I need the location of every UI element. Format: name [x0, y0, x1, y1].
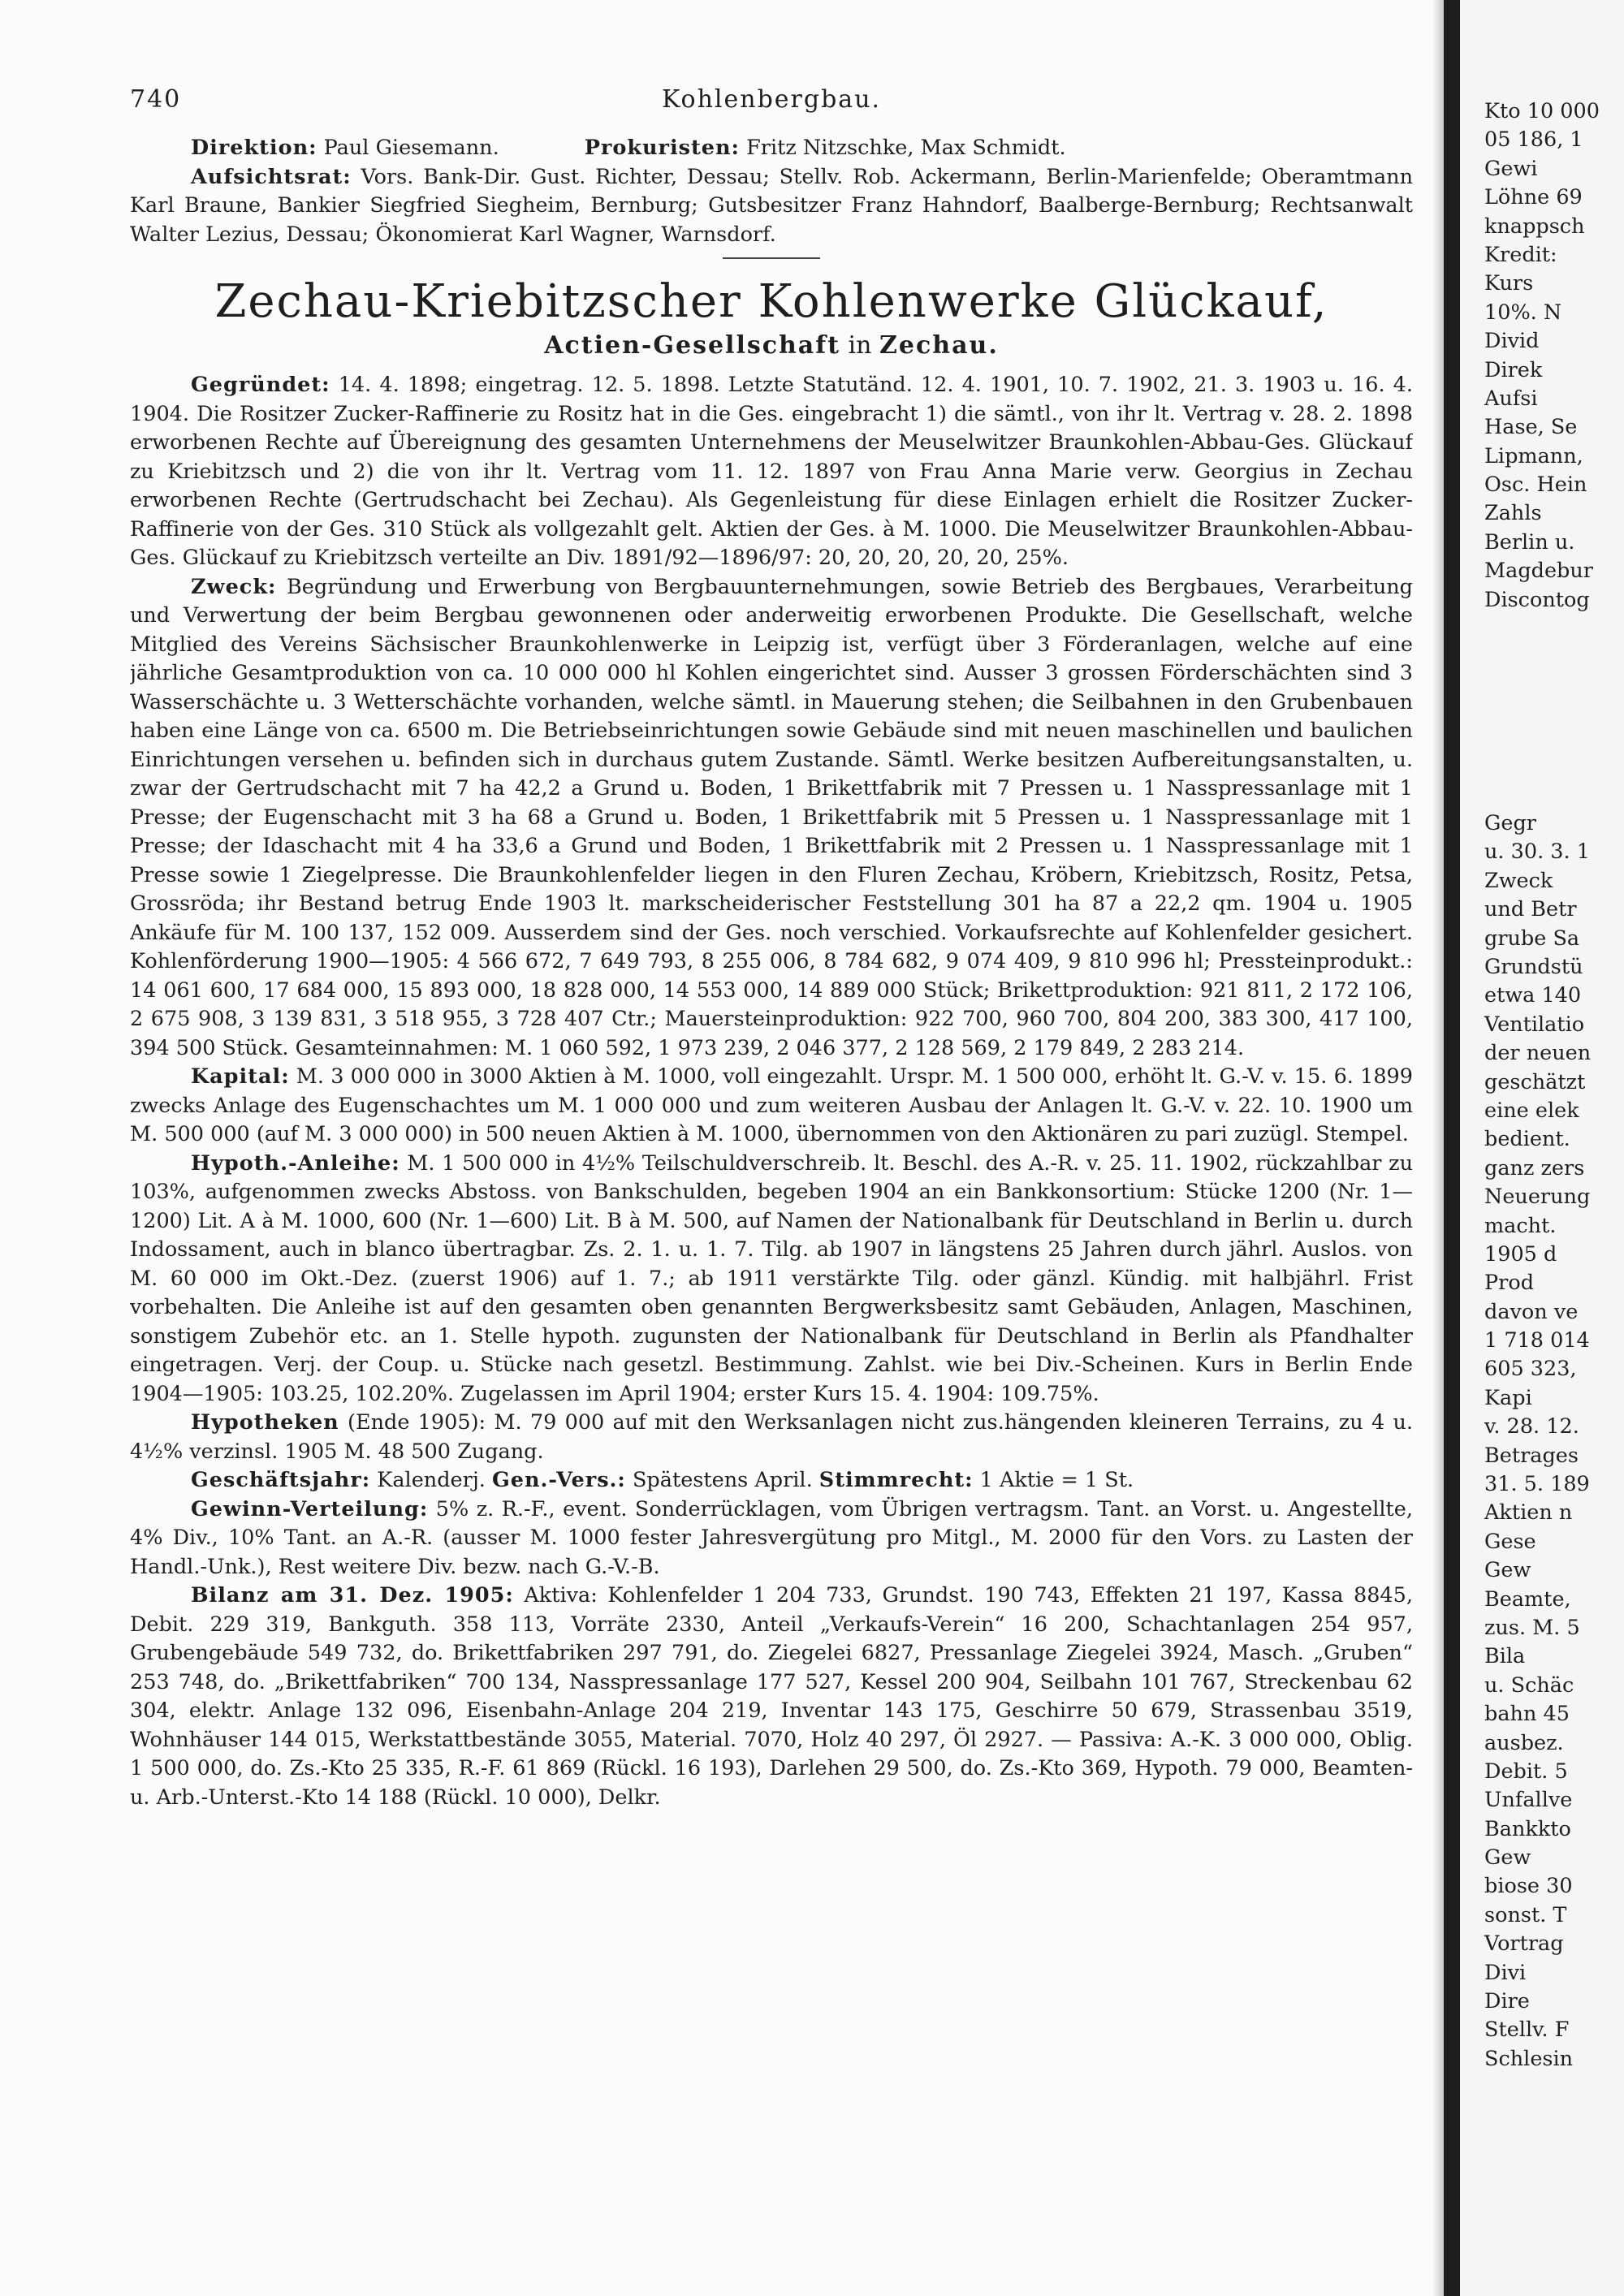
- running-head: [130, 85, 1413, 134]
- adjacent-page-fragment: Bila: [1484, 1644, 1526, 1669]
- adjacent-page-fragment: Magdebur: [1484, 559, 1593, 584]
- adjacent-page-fragment: Stellv. F: [1484, 2018, 1570, 2043]
- adjacent-page-fragment: Kurs: [1484, 271, 1534, 296]
- adjacent-page-fragment: Gegr: [1484, 811, 1536, 836]
- adjacent-page-fragment: Discontog: [1484, 587, 1590, 612]
- adjacent-page-strip: [1460, 0, 1624, 2296]
- adjacent-page-fragment: Kto 10 000: [1484, 99, 1600, 123]
- adjacent-page-fragment: Berlin u.: [1484, 529, 1575, 555]
- adjacent-page-fragment: Divi: [1484, 1960, 1527, 1985]
- adjacent-page-fragment: der neuen: [1484, 1041, 1592, 1066]
- geschaeftsjahr-text: Kalenderj.: [370, 1468, 492, 1492]
- adjacent-page-fragment: Zahls: [1484, 501, 1542, 526]
- zweck-label: Zweck:: [191, 574, 277, 599]
- adjacent-page-fragment: Vortrag: [1484, 1931, 1564, 1957]
- zweck-paragraph: [130, 573, 1413, 1064]
- adjacent-page-fragment: biose 30: [1484, 1874, 1573, 1899]
- adjacent-page-fragment: Gew: [1484, 1558, 1531, 1583]
- adjacent-page-fragment: Neuerung: [1484, 1185, 1591, 1210]
- gegruendet-paragraph: [130, 371, 1413, 573]
- gen-vers-label: Gen.-Vers.:: [491, 1468, 626, 1492]
- aufsichtsrat-paragraph: [130, 163, 1413, 250]
- adjacent-page-fragment: Divid: [1484, 329, 1540, 354]
- hypoth-anleihe-text: M. 1 500 000 in 4½% Teilschuldverschreib. lt. Beschl. des A.-R. v. 25. 11. 1902, rückzahlbar zu 103%, aufgenommen zwecks Abstoss. von Bankschulden, begeben 1904 an ein Bankkonsortium: Stücke 1200 (Nr. 1—1200) Lit. A à M. 1000, 600 (Nr. 1—600) Lit. B à M. 500, auf Namen der Nationalbank für Deutschland in Berlin u. durch Indossament, auch in blanco übertragbar. Zs. 2. 1. u. 1. 7. Tilg. ab 1907 in längstens 25 Jahren durch jährl. Auslos. von M. 60 000 im Okt.-Dez. (zuerst 1906) auf 1. 7.; ab 1911 verstärkte Tilg. oder gänzl. Kündig. mit halbjährl. Frist vorbehalten. Die Anleihe ist auf den gesamten oben genannten Bergwerksbesitz samt Gebäuden, Anlagen, Maschinen, sonstigem Zubehör etc. an 1. Stelle hypoth. zugunsten der Nationalbank für Deutschland in Berlin als Pfandhalter eingetragen. Verj. der Coup. u. Stücke nach gesetzl. Bestimmung. Zahlst. wie bei Div.-Scheinen. Kurs in Berlin Ende 1904—1905: 103.25, 102.20%. Zugelassen im April 1904; erster Kurs 15. 4. 1904: 109.75%.: [130, 1150, 1413, 1406]
- adjacent-page-fragment: ganz zers: [1484, 1155, 1585, 1180]
- adjacent-page-fragment: 605 323,: [1484, 1357, 1577, 1382]
- adjacent-page-fragment: Aufsi: [1484, 386, 1538, 411]
- hypotheken-paragraph: [130, 1409, 1413, 1466]
- adjacent-page-fragment: [1484, 615, 1624, 809]
- adjacent-page-fragment: zus. M. 5: [1484, 1615, 1580, 1640]
- aufsichtsrat-text: Vors. Bank-Dir. Gust. Richter, Dessau; Stellv. Rob. Ackermann, Berlin-Marienfelde; Oberamtmann Karl Braune, Bankier Siegfried Siegheim, Bernburg; Gutsbesitzer Franz Hahndorf, Baalberge-Bernburg; Rechtsanwalt Walter Lezius, Dessau; Ökonomierat Karl Wagner, Warnsdorf.: [130, 164, 1413, 247]
- adjacent-page-fragment: Kapi: [1484, 1385, 1532, 1410]
- stimmrecht-text: 1 Aktie = 1 St.: [973, 1468, 1134, 1492]
- geschaeftsjahr-label: Geschäftsjahr:: [191, 1468, 371, 1492]
- adjacent-page-fragment: Kredit:: [1484, 242, 1557, 267]
- adjacent-page-fragment: Aktien n: [1484, 1500, 1573, 1526]
- adjacent-page-fragment: 31. 5. 189: [1484, 1472, 1590, 1497]
- adjacent-page-fragment: grube Sa: [1484, 926, 1580, 951]
- adjacent-page-fragment: 10%. N: [1484, 300, 1562, 325]
- hypotheken-label: Hypotheken: [191, 1410, 339, 1435]
- stimmrecht-label: Stimmrecht:: [818, 1468, 974, 1492]
- adjacent-page-fragment: Gewi: [1484, 156, 1538, 181]
- company-place: Zechau.: [879, 331, 999, 360]
- adjacent-page-fragment: Gew: [1484, 1845, 1531, 1871]
- aufsichtsrat-label: Aufsichtsrat:: [191, 164, 352, 189]
- adjacent-page-fragment: 05 186, 1: [1484, 127, 1583, 153]
- adjacent-page-fragment: bahn 45: [1484, 1702, 1570, 1727]
- adjacent-page-fragment: 1905 d: [1484, 1241, 1557, 1267]
- kapital-text: M. 3 000 000 in 3000 Aktien à M. 1000, voll eingezahlt. Urspr. M. 1 500 000, erhöht lt. G.-V. v. 15. 6. 1899 zwecks Anlage des Eugenschachtes um M. 1 000 000 und zum weiteren Ausbau der Anlagen lt. G.-V. v. 22. 10. 1900 um M. 500 000 (auf M. 3 000 000) in 500 neuen Aktien à M. 1000, übernommen von den Aktionären zu pari zuzügl. Stempel.: [130, 1064, 1413, 1146]
- prokuristen-label: Prokuristen:: [584, 136, 740, 160]
- company-subtitle-in: in: [840, 331, 880, 360]
- adjacent-page-fragment: Grundstü: [1484, 954, 1583, 979]
- geschaeftsjahr-paragraph: [130, 1466, 1413, 1495]
- adjacent-page-fragment: etwa 140: [1484, 983, 1582, 1008]
- adjacent-page-fragment: Dire: [1484, 1989, 1530, 2014]
- adjacent-page-fragment: geschätzt: [1484, 1069, 1586, 1094]
- gen-vers-text: Spätestens April.: [625, 1468, 819, 1492]
- adjacent-page-fragment: Unfallve: [1484, 1788, 1573, 1813]
- kapital-label: Kapital:: [191, 1064, 290, 1089]
- adjacent-page-fragment: Bankkto: [1484, 1816, 1571, 1841]
- page-gutter: [1444, 0, 1460, 2296]
- hypotheken-text: (Ende 1905): M. 79 000 auf mit den Werksanlagen nicht zus.hängenden kleineren Terrains, zu 4 u. 4½% verzinsl. 1905 M. 48 500 Zugang.: [130, 1410, 1413, 1464]
- prokuristen-text: Fritz Nitzschke, Max Schmidt.: [739, 136, 1066, 160]
- company-subtitle: [130, 331, 1413, 360]
- adjacent-page-fragment: knappsch: [1484, 214, 1585, 239]
- adjacent-page-fragment: v. 28. 12.: [1484, 1414, 1579, 1439]
- adjacent-page-fragment: ausbez.: [1484, 1730, 1564, 1755]
- adjacent-page-fragment: u. 30. 3. 1: [1484, 839, 1590, 865]
- adjacent-page-fragment: davon ve: [1484, 1299, 1579, 1324]
- gewinn-verteilung-text: 5% z. R.-F., event. Sonderrücklagen, vom Übrigen vertragsm. Tant. an Vorst. u. Angestellte, 4% Div., 10% Tant. an A.-R. (ausser M. 1000 fester Jahresvergütung pro Mitgl., M. 2000 für den Vors. zu Lasten der Handl.-Unk.), Rest weitere Div. bezw. nach G.-V.-B.: [130, 1496, 1413, 1579]
- adjacent-page-fragment: macht.: [1484, 1213, 1557, 1238]
- hypoth-anleihe-label: Hypoth.-Anleihe:: [191, 1150, 400, 1176]
- adjacent-page-fragment: Debit. 5: [1484, 1759, 1568, 1784]
- adjacent-page-fragment: u. Schäc: [1484, 1672, 1574, 1698]
- adjacent-page-fragment: Osc. Hein: [1484, 473, 1587, 498]
- page-gutter-shadow: [1432, 0, 1444, 2296]
- adjacent-page-fragment: Prod: [1484, 1271, 1535, 1296]
- adjacent-page-fragment: und Betr: [1484, 897, 1577, 922]
- adjacent-page-fragment: bedient.: [1484, 1127, 1570, 1152]
- section-divider: [723, 257, 820, 259]
- adjacent-page-fragment: Zweck: [1484, 868, 1553, 893]
- adjacent-page-fragment: Gese: [1484, 1529, 1536, 1554]
- zweck-text: Begründung und Erwerbung von Bergbauunternehmungen, sowie Betrieb des Bergbaues, Verarbeitung und Verwertung der beim Bergbau gewonnenen oder anderweitig erworbenen Produkte. Die Gesellschaft, welche Mitglied des Vereins Sächsischer Braunkohlenwerke in Leipzig ist, verfügt über 3 Förderanlagen, welche auf eine jährliche Gesamtproduktion von ca. 10 000 000 hl Kohlen eingerichtet sind. Ausser 3 grossen Förderschächten sind 3 Wasserschächte u. 3 Wetterschächte vorhanden, welche sämtl. in Mauerung stehen; die Seilbahnen in den Grubenbauen haben eine Länge von ca. 6500 m. Die Betriebseinrichtungen sowie Gebäude sind mit neuen maschinellen und baulichen Einrichtungen versehen u. befinden sich in durchaus gutem Zustande. Sämtl. Werke besitzen Aufbereitungsanstalten, u. zwar der Gertrudschacht mit 7 ha 42,2 a Grund u. Boden, 1 Brikettfabrik mit 7 Pressen u. 1 Nasspressanlage mit 1 Presse; der Eugenschacht mit 3 ha 68 a Grund u. Boden, 1 Brikettfabrik mit 5 Pressen u. 1 Nasspressanlage mit 1 Presse; der Idaschacht mit 4 ha 33,6 a Grund und Boden, 1 Brikettfabrik mit 2 Pressen u. 1 Nasspressanlage mit 1 Presse sowie 1 Ziegelpresse. Die Braunkohlenfelder liegen in den Fluren Zechau, Kröbern, Kriebitzsch, Rositz, Petsa, Grossröda; ihr Bestand betrug Ende 1903 lt. markscheiderischer Feststellung 301 ha 87 a 22,2 qm. 1904 u. 1905 Ankäufe für M. 100 137, 152 009. Ausserdem sind der Ges. noch verschied. Vorkaufsrechte auf Kohlenfelder gesichert. Kohlenförderung 1900—1905: 4 566 672, 7 649 793, 8 255 006, 8 784 682, 9 074 409, 9 810 996 hl; Pressteinprodukt.: 14 061 600, 17 684 000, 15 893 000, 18 828 000, 14 553 000, 14 889 000 Stück; Brikettproduktion: 921 811, 2 172 106, 2 675 908, 3 139 831, 3 518 955, 3 728 407 Ctr.; Mauersteinproduktion: 922 700, 960 700, 804 200, 383 300, 417 100, 394 500 Stück. Gesamteinnahmen: M. 1 060 592, 1 973 239, 2 046 377, 2 128 569, 2 179 849, 2 283 214.: [130, 574, 1413, 1060]
- running-title: Kohlenbergbau.: [661, 85, 882, 114]
- adjacent-page-fragment: 1 718 014: [1484, 1328, 1590, 1353]
- gewinn-verteilung-paragraph: [130, 1495, 1413, 1582]
- adjacent-page-text: [1484, 97, 1624, 2074]
- direktion-text: Paul Giesemann.: [317, 136, 499, 160]
- company-legal-form: Actien-Gesellschaft: [544, 331, 841, 360]
- main-column: [130, 85, 1413, 1812]
- adjacent-page-fragment: Beamte,: [1484, 1586, 1571, 1612]
- adjacent-page-fragment: Hase, Se: [1484, 415, 1578, 440]
- direktion-line: [130, 134, 1413, 163]
- page-number: 740: [130, 85, 182, 114]
- bilanz-label: Bilanz am 31. Dez. 1905:: [191, 1583, 514, 1608]
- adjacent-page-fragment: Schlesin: [1484, 2046, 1574, 2071]
- company-title: Zechau-Kriebitzscher Kohlenwerke Glückauf,: [214, 275, 1328, 328]
- adjacent-page-fragment: eine elek: [1484, 1098, 1579, 1123]
- adjacent-page-fragment: Lipmann,: [1484, 443, 1583, 468]
- adjacent-page-fragment: Betrages: [1484, 1443, 1579, 1468]
- adjacent-page-fragment: Direk: [1484, 357, 1543, 382]
- kapital-paragraph: [130, 1063, 1413, 1150]
- bilanz-text: Aktiva: Kohlenfelder 1 204 733, Grundst. 190 743, Effekten 21 197, Kassa 8845, Debit. 229 319, Bankguth. 358 113, Vorräte 2330, Anteil „Verkaufs-Verein“ 16 200, Schachtanlagen 254 957, Grubengebäude 549 732, do. Brikettfabriken 297 791, do. Ziegelei 6827, Pressanlage Ziegelei 3924, Masch. „Gruben“ 253 748, do. „Brikettfabriken“ 700 134, Nasspressanlage 177 527, Kessel 200 904, Seilbahn 101 767, Streckenbau 62 304, elektr. Anlage 132 096, Eisenbahn-Anlage 204 219, Inventar 143 175, Geschirre 50 679, Strassenbau 3519, Wohnhäuser 144 015, Werkstattbestände 3055, Material. 7070, Holz 40 297, Öl 2927. — Passiva: A.-K. 3 000 000, Oblig. 1 500 000, do. Zs.-Kto 25 335, R.-F. 61 869 (Rückl. 16 193), Darlehen 29 500, do. Zs.-Kto 369, Hypoth. 79 000, Beamten- u. Arb.-Unterst.-Kto 14 188 (Rückl. 10 000), Delkr.: [130, 1583, 1413, 1810]
- gegruendet-text: 14. 4. 1898; eingetrag. 12. 5. 1898. Letzte Statutänd. 12. 4. 1901, 10. 7. 1902, 21. 3. 1903 u. 16. 4. 1904. Die Rositzer Zucker-Raffinerie zu Rositz hat in die Ges. eingebracht 1) die sämtl., von ihr lt. Vertrag v. 28. 2. 1898 erworbenen Rechte auf Übereignung des gesamten Unternehmens der Meuselwitzer Braunkohlen-Abbau-Ges. Glückauf zu Kriebitzsch und 2) die von ihr lt. Vertrag vom 11. 12. 1897 von Frau Anna Marie verw. Georgius in Zechau erworbenen Rechte (Gertrudschacht bei Zechau). Als Gegenleistung für diese Einlagen erhielt die Rositzer Zucker-Raffinerie von der Ges. 310 Stück als vollgezahlt gelt. Aktien der Ges. à M. 1000. Die Meuselwitzer Braunkohlen-Abbau-Ges. Glückauf zu Kriebitzsch verteilte an Div. 1891/92—1896/97: 20, 20, 20, 20, 20, 25%.: [130, 373, 1413, 570]
- adjacent-page-fragment: sonst. T: [1484, 1902, 1567, 1927]
- gewinn-verteilung-label: Gewinn-Verteilung:: [191, 1496, 429, 1521]
- bilanz-paragraph: [130, 1582, 1413, 1812]
- hypoth-anleihe-paragraph: [130, 1150, 1413, 1409]
- gegruendet-label: Gegründet:: [191, 373, 330, 397]
- adjacent-page-fragment: Löhne 69: [1484, 185, 1583, 210]
- direktion-label: Direktion:: [191, 136, 317, 160]
- adjacent-page-fragment: Ventilatio: [1484, 1012, 1585, 1037]
